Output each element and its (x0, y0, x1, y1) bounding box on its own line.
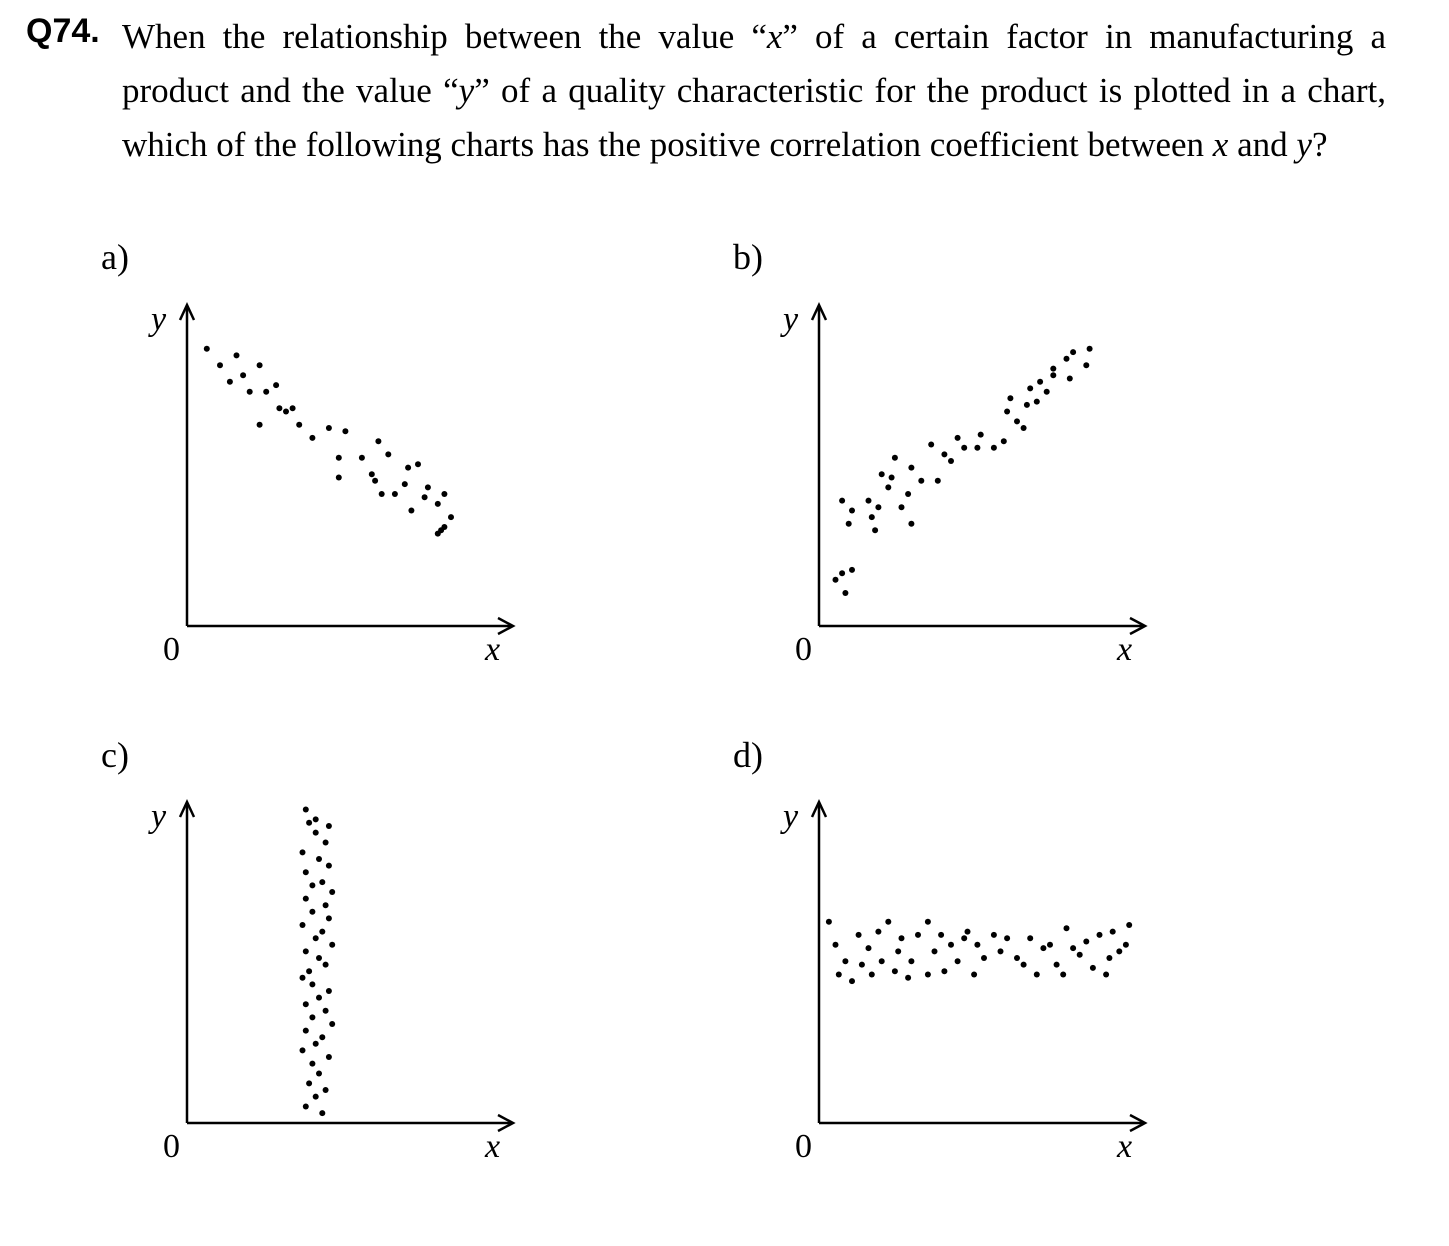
data-point (303, 896, 309, 902)
data-point (908, 465, 914, 471)
data-point (309, 981, 315, 987)
data-point (961, 935, 967, 941)
data-point (826, 919, 832, 925)
data-point (833, 942, 839, 948)
data-point (313, 816, 319, 822)
data-point (918, 478, 924, 484)
data-point (849, 567, 855, 573)
data-point (955, 435, 961, 441)
x-axis-label: x (485, 1128, 501, 1165)
data-point (1070, 945, 1076, 951)
data-point (981, 955, 987, 961)
data-point (306, 820, 312, 826)
data-point (905, 491, 911, 497)
data-point (908, 521, 914, 527)
data-point (905, 975, 911, 981)
data-point (991, 445, 997, 451)
data-point (899, 504, 905, 510)
data-point (300, 849, 306, 855)
data-point (1087, 346, 1093, 352)
data-point (971, 972, 977, 978)
data-point (1054, 962, 1060, 968)
data-point (875, 929, 881, 935)
data-point (323, 1008, 329, 1014)
chart-b (780, 301, 1145, 668)
data-point (842, 958, 848, 964)
data-point (1097, 932, 1103, 938)
data-point (425, 484, 431, 490)
data-point (938, 932, 944, 938)
data-point (842, 590, 848, 596)
question-text-segment: When the relationship between the value “ (122, 17, 767, 56)
data-point (1040, 945, 1046, 951)
question-text-segment: x (766, 17, 783, 56)
y-axis-label: y (783, 798, 799, 835)
data-point (303, 807, 309, 813)
data-point (204, 346, 210, 352)
data-point (313, 935, 319, 941)
data-point (276, 405, 282, 411)
data-point (872, 527, 878, 533)
x-axis-label: x (1117, 631, 1133, 668)
data-point (846, 521, 852, 527)
data-point (319, 879, 325, 885)
data-point (306, 968, 312, 974)
data-point (263, 389, 269, 395)
data-point (1024, 402, 1030, 408)
data-point (309, 1061, 315, 1067)
data-point (869, 514, 875, 520)
data-point (879, 471, 885, 477)
data-point (316, 995, 322, 1001)
data-point (300, 922, 306, 928)
data-point (385, 451, 391, 457)
data-point (1037, 379, 1043, 385)
data-point (309, 435, 315, 441)
data-point (925, 972, 931, 978)
data-point (839, 498, 845, 504)
data-point (296, 422, 302, 428)
data-point (889, 475, 895, 481)
question-number: Q74. (26, 12, 100, 50)
data-point (1090, 965, 1096, 971)
data-point (405, 465, 411, 471)
data-point (313, 1094, 319, 1100)
data-point (319, 1034, 325, 1040)
chart-c (148, 798, 513, 1165)
data-point (839, 570, 845, 576)
data-point (247, 389, 253, 395)
data-point (359, 455, 365, 461)
data-point (948, 942, 954, 948)
chart-c-label: c) (101, 735, 129, 775)
data-point (869, 972, 875, 978)
data-point (326, 863, 332, 869)
data-point (833, 577, 839, 583)
data-point (1027, 935, 1033, 941)
data-point (1004, 409, 1010, 415)
y-axis-label: y (151, 301, 167, 338)
data-point (866, 498, 872, 504)
data-point (1021, 425, 1027, 431)
data-point (240, 372, 246, 378)
data-point (375, 438, 381, 444)
question-text-segment: ” of a certain factor in manufacturing a product and the value “ (122, 17, 1386, 110)
data-point (1044, 389, 1050, 395)
data-point (974, 445, 980, 451)
data-point (1001, 438, 1007, 444)
data-point (1014, 955, 1020, 961)
data-point (326, 915, 332, 921)
question-text-segment: y (458, 71, 475, 110)
data-point (991, 932, 997, 938)
chart-d (780, 798, 1145, 1165)
data-point (369, 471, 375, 477)
data-point (326, 823, 332, 829)
data-point (1034, 972, 1040, 978)
data-point (329, 1021, 335, 1027)
data-point (309, 882, 315, 888)
origin-label: 0 (163, 1128, 180, 1165)
data-point (323, 962, 329, 968)
data-point (974, 942, 980, 948)
data-point (1083, 362, 1089, 368)
data-point (441, 491, 447, 497)
data-point (415, 461, 421, 467)
y-axis-label: y (783, 301, 799, 338)
data-point (309, 909, 315, 915)
data-point (217, 362, 223, 368)
data-point (1047, 942, 1053, 948)
chart-a-label: a) (101, 237, 129, 277)
data-point (961, 445, 967, 451)
data-point (998, 948, 1004, 954)
data-point (309, 1014, 315, 1020)
data-point (234, 352, 240, 358)
data-point (928, 442, 934, 448)
data-point (323, 902, 329, 908)
data-point (932, 948, 938, 954)
data-point (836, 972, 842, 978)
data-point (422, 494, 428, 500)
data-point (849, 978, 855, 984)
data-point (316, 856, 322, 862)
y-axis-label: y (151, 798, 167, 835)
data-point (336, 475, 342, 481)
data-point (859, 962, 865, 968)
data-point (316, 1071, 322, 1077)
data-point (1064, 356, 1070, 362)
data-point (323, 840, 329, 846)
data-point (303, 869, 309, 875)
data-point (1021, 962, 1027, 968)
data-point (227, 379, 233, 385)
data-point (326, 988, 332, 994)
data-point (273, 382, 279, 388)
chart-b-label: b) (733, 237, 763, 277)
data-point (323, 1087, 329, 1093)
data-point (885, 484, 891, 490)
data-point (303, 1001, 309, 1007)
data-point (402, 481, 408, 487)
data-point (948, 458, 954, 464)
data-point (978, 432, 984, 438)
data-point (392, 491, 398, 497)
question-text-segment: and (1228, 125, 1297, 164)
data-point (1070, 349, 1076, 355)
data-point (849, 508, 855, 514)
data-point (1126, 922, 1132, 928)
origin-label: 0 (163, 631, 180, 668)
question-text-segment: x (1212, 125, 1229, 164)
data-point (1077, 952, 1083, 958)
data-point (306, 1080, 312, 1086)
question-text-segment: ? (1311, 125, 1328, 164)
data-point (925, 919, 931, 925)
data-point (319, 1110, 325, 1116)
data-point (448, 514, 454, 520)
data-point (342, 428, 348, 434)
data-point (892, 968, 898, 974)
data-point (329, 889, 335, 895)
data-point (1083, 939, 1089, 945)
question-text-segment: y (1296, 125, 1312, 164)
data-point (1004, 935, 1010, 941)
data-point (879, 958, 885, 964)
data-point (955, 958, 961, 964)
data-point (290, 405, 296, 411)
data-point (319, 929, 325, 935)
data-point (1014, 418, 1020, 424)
data-point (1027, 385, 1033, 391)
question-text-segment: ” of a quality characteristic for the product is plotted in a chart, which of the following charts has the positive correlation coefficient between (122, 71, 1386, 164)
data-point (441, 524, 447, 530)
data-point (379, 491, 385, 497)
data-point (435, 501, 441, 507)
data-point (1116, 948, 1122, 954)
data-point (1123, 942, 1129, 948)
data-point (1103, 972, 1109, 978)
data-point (257, 422, 263, 428)
data-point (316, 955, 322, 961)
data-point (313, 1041, 319, 1047)
data-point (303, 1028, 309, 1034)
data-point (1050, 366, 1056, 372)
data-point (941, 968, 947, 974)
data-point (899, 935, 905, 941)
data-point (303, 948, 309, 954)
x-axis-label: x (1117, 1128, 1133, 1165)
data-point (257, 362, 263, 368)
chart-a (148, 301, 513, 668)
data-point (1067, 376, 1073, 382)
x-axis-label: x (485, 631, 501, 668)
data-point (336, 455, 342, 461)
data-point (1007, 395, 1013, 401)
data-point (300, 1047, 306, 1053)
data-point (935, 478, 941, 484)
data-point (1034, 399, 1040, 405)
data-point (892, 455, 898, 461)
data-point (856, 932, 862, 938)
chart-d-label: d) (733, 735, 763, 775)
data-point (303, 1104, 309, 1110)
data-point (1060, 972, 1066, 978)
data-point (908, 958, 914, 964)
origin-label: 0 (795, 631, 812, 668)
data-point (372, 478, 378, 484)
data-point (408, 508, 414, 514)
data-point (941, 451, 947, 457)
data-point (283, 409, 289, 415)
data-point (326, 425, 332, 431)
data-point (1064, 925, 1070, 931)
data-point (326, 1054, 332, 1060)
data-point (895, 948, 901, 954)
origin-label: 0 (795, 1128, 812, 1165)
data-point (965, 929, 971, 935)
data-point (1106, 955, 1112, 961)
data-point (313, 830, 319, 836)
data-point (329, 942, 335, 948)
data-point (875, 504, 881, 510)
data-point (885, 919, 891, 925)
data-point (1110, 929, 1116, 935)
data-point (915, 932, 921, 938)
data-point (300, 975, 306, 981)
data-point (866, 945, 872, 951)
data-point (1050, 372, 1056, 378)
